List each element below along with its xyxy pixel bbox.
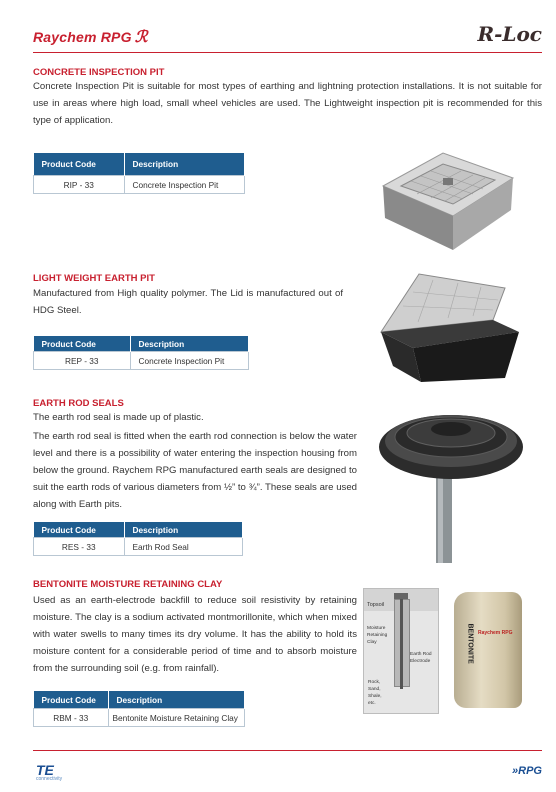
label-rock: Rock, Sand, Shale, etc.: [368, 680, 382, 706]
product-description: Concrete Inspection Pit: [130, 352, 249, 370]
bag-label: BENTONITE: [466, 623, 474, 664]
section-title-rod-seals: EARTH ROD SEALS: [33, 398, 124, 409]
section-text-concrete-pit: Concrete Inspection Pit is suitable for most types of earthing and lightning protection installations. It is not suitable for use in areas where high load, small wheel vehicles are used. The Lightweight inspection pit is recommended for this type of application.: [33, 81, 542, 126]
bentonite-bag-image: [452, 588, 526, 712]
product-code: RIP - 33: [34, 176, 125, 194]
te-connectivity-logo: [36, 762, 62, 782]
light-earth-pit-image: [373, 270, 523, 385]
table-header: Description: [124, 522, 243, 538]
product-description: Concrete Inspection Pit: [124, 176, 245, 194]
raychem-rpg-logo: [33, 27, 148, 47]
rod-head: [394, 593, 408, 599]
soil-diagram: [363, 588, 439, 714]
table-header: Description: [124, 153, 245, 176]
brand-rpg: RPG: [100, 29, 132, 45]
product-table-rep: [33, 336, 249, 370]
product-code: RES - 33: [34, 538, 125, 556]
product-description: Earth Rod Seal: [124, 538, 243, 556]
product-description: Bentonite Moisture Retaining Clay: [108, 709, 245, 727]
header-divider: [33, 52, 542, 53]
table-row: [34, 538, 243, 556]
section-text-bentonite: Used as an earth-electrode backfill to reduce soil resistivity by retaining moisture. The clay is a sodium activated montmorillonite, which when mixed with water swells to many times its dry volume. It has the ability to hold its moisture content for a considerable period of time and to absorb moisture from the surrounding soil (e.g. from rainfall).: [33, 595, 357, 674]
brand-name: Raychem: [33, 29, 97, 45]
te-logo-text: TE: [36, 762, 54, 778]
rpg-footer-logo: [512, 765, 542, 777]
section-title-concrete-pit: CONCRETE INSPECTION PIT: [33, 67, 165, 78]
bag-brand: Raychem RPG: [478, 630, 513, 636]
table-row: [34, 709, 245, 727]
bag-body: [454, 592, 522, 708]
product-code: RBM - 33: [34, 709, 109, 727]
table-header: Product Code: [34, 336, 131, 352]
label-topsoil: Topsoil: [367, 602, 385, 608]
section-title-light-pit: LIGHT WEIGHT EARTH PIT: [33, 273, 155, 284]
rpg-footer-text: RPG: [518, 765, 542, 777]
table-row: [34, 176, 245, 194]
section-text-light-pit: Manufactured from High quality polymer. The Lid is manufactured out of HDG Steel.: [33, 288, 343, 316]
product-code: REP - 33: [34, 352, 131, 370]
footer-divider: [33, 750, 542, 751]
table-header: Description: [108, 691, 245, 709]
rpg-mark-icon: ℛ: [134, 29, 148, 46]
table-header: Product Code: [34, 153, 125, 176]
earth-rod: [400, 593, 403, 689]
label-electrode: Earth Rod Electrode: [410, 652, 432, 664]
r-loc-logo: R-Loc: [477, 22, 542, 46]
concrete-pit-image: [373, 138, 523, 258]
rpg-arrows-icon: »: [512, 765, 519, 777]
product-table-rip: [33, 153, 245, 194]
section-title-bentonite: BENTONITE MOISTURE RETAINING CLAY: [33, 579, 223, 590]
table-header: Product Code: [34, 691, 109, 709]
section-text-rod-seals-1: The earth rod seal is made up of plastic.: [33, 412, 204, 423]
product-table-res: [33, 522, 243, 556]
label-moisture: Moisture Retaining Clay: [367, 626, 388, 645]
te-logo-sub: connectivity: [36, 776, 63, 782]
section-text-rod-seals-2: The earth rod seal is fitted when the earth rod connection is below the water level and there is a possibility of water entering the inspection housing from below the ground. Raychem RPG manufactured earth seals are designed to suit the earth rods of various diameters from ½” to ¾”. These seals are used along with Earth pits.: [33, 431, 357, 510]
table-header: Product Code: [34, 522, 125, 538]
table-header: Description: [130, 336, 249, 352]
table-row: [34, 352, 249, 370]
product-table-rbm: [33, 691, 245, 727]
earth-rod-seal-image: [376, 395, 526, 565]
